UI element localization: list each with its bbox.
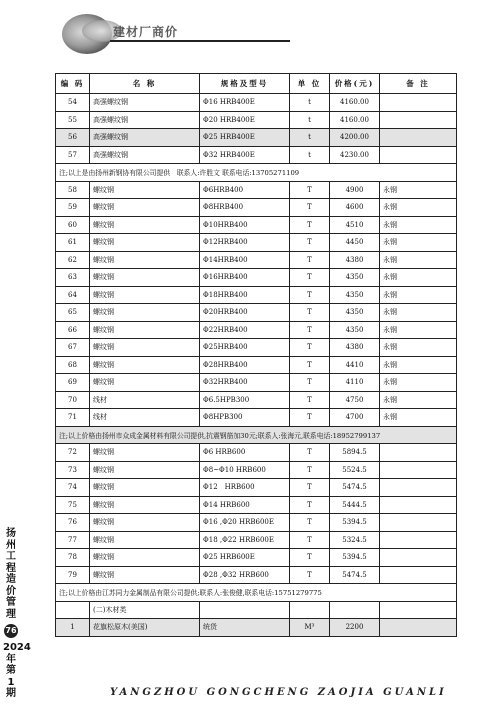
cell-spec: Φ18HRB400 [200, 286, 290, 304]
cell-remark: 永钢 [380, 339, 457, 357]
cell-name: 螺纹钢 [90, 251, 200, 269]
table-row [56, 181, 457, 199]
sidebar-issue: 2024年第1期 [3, 642, 31, 699]
cell-code: 70 [56, 391, 90, 409]
cell-name: 螺纹钢 [90, 269, 200, 287]
table-row [56, 94, 457, 112]
cell-name: 螺纹钢 [90, 216, 200, 234]
cell-remark: 永钢 [380, 216, 457, 234]
table-row [56, 129, 457, 147]
header-price: 价格(元) [330, 74, 380, 94]
cell-price: 4510 [330, 216, 380, 234]
cell-price: 5394.5 [330, 549, 380, 567]
cell-code: 71 [56, 409, 90, 427]
cell-remark [380, 566, 457, 584]
cell-price: 4110 [330, 374, 380, 392]
cell-price: 5444.5 [330, 496, 380, 514]
cell-remark: 永钢 [380, 234, 457, 252]
cell-code: 64 [56, 286, 90, 304]
table-row [56, 374, 457, 392]
cell-remark: 永钢 [380, 321, 457, 339]
cell-price: 4750 [330, 391, 380, 409]
price-table [55, 73, 457, 637]
supplier-note: 注;以上价格由江苏同力金属制品有限公司提供;联系人:张俊健,联系电话:15751279775 [56, 584, 457, 602]
cell-price: 4350 [330, 321, 380, 339]
cell-spec: Φ25HRB400 [200, 339, 290, 357]
page-number-badge: 76 [4, 624, 18, 638]
cell-name: 高强螺纹钢 [90, 94, 200, 112]
cell-unit: T [290, 181, 330, 199]
table-row [56, 514, 457, 532]
cell-name: 线材 [90, 391, 200, 409]
cell-code: 75 [56, 496, 90, 514]
cell-remark: 永钢 [380, 409, 457, 427]
cell-price: 4600 [330, 199, 380, 217]
cell-remark: 永钢 [380, 199, 457, 217]
cell-code: 62 [56, 251, 90, 269]
cell-unit: T [290, 549, 330, 567]
cell-code: 59 [56, 199, 90, 217]
cell-code: 55 [56, 111, 90, 129]
cell-code: 69 [56, 374, 90, 392]
table-row [56, 339, 457, 357]
header-code: 编 码 [56, 74, 90, 94]
cell-spec: Φ16 ,Φ20 HRB600E [200, 514, 290, 532]
cell-price: 4160.00 [330, 94, 380, 112]
cell-code: 77 [56, 531, 90, 549]
cell-remark: 永钢 [380, 374, 457, 392]
table-row [56, 216, 457, 234]
cell-code: 68 [56, 356, 90, 374]
cell-unit: T [290, 531, 330, 549]
cell-code: 72 [56, 444, 90, 462]
cell-price: 5394.5 [330, 514, 380, 532]
cell-name: 螺纹钢 [90, 181, 200, 199]
cell-unit: T [290, 251, 330, 269]
cell-spec: Φ28HRB400 [200, 356, 290, 374]
cell-spec: Φ25 HRB600E [200, 549, 290, 567]
cell-name: 螺纹钢 [90, 304, 200, 322]
table-row [56, 531, 457, 549]
cell-unit: T [290, 339, 330, 357]
cell-unit: t [290, 129, 330, 147]
cell-remark [380, 111, 457, 129]
table-row [56, 391, 457, 409]
cell-name: 螺纹钢 [90, 444, 200, 462]
table-row [56, 269, 457, 287]
cell-remark [380, 479, 457, 497]
cell-spec: Φ14 HRB600 [200, 496, 290, 514]
table-header-row [56, 74, 457, 94]
cell-remark [380, 444, 457, 462]
cell-unit: t [290, 111, 330, 129]
cell-unit: T [290, 444, 330, 462]
cell-name: 线材 [90, 409, 200, 427]
cell-name: 高强螺纹钢 [90, 111, 200, 129]
cell-code: 54 [56, 94, 90, 112]
cell-price: 4450 [330, 234, 380, 252]
footer-text: YANGZHOU GONGCHENG ZAOJIA GUANLI [110, 687, 447, 698]
table-row [56, 409, 457, 427]
cell-name: 螺纹钢 [90, 374, 200, 392]
cell-remark: 永钢 [380, 269, 457, 287]
cell-remark [380, 94, 457, 112]
cell-price: 5524.5 [330, 461, 380, 479]
cell-spec: Φ25 HRB400E [200, 129, 290, 147]
cell-code: 56 [56, 129, 90, 147]
cell-price: 4380 [330, 251, 380, 269]
cell-name: 螺纹钢 [90, 549, 200, 567]
cell-code: 63 [56, 269, 90, 287]
cell-spec: Φ28 ,Φ32 HRB600 [200, 566, 290, 584]
table-row [56, 496, 457, 514]
cell-name: 花旗松原木(美国) [90, 619, 200, 637]
cell-unit: T [290, 461, 330, 479]
cell-remark: 永钢 [380, 356, 457, 374]
cell-unit: T [290, 216, 330, 234]
cell-unit: T [290, 269, 330, 287]
cell-unit: T [290, 321, 330, 339]
cell-spec: Φ12HRB400 [200, 234, 290, 252]
sidebar-journal-name: 扬州工程造价管理 [6, 528, 16, 620]
cell-name: 螺纹钢 [90, 199, 200, 217]
cell-name: 螺纹钢 [90, 286, 200, 304]
table-row [56, 479, 457, 497]
supplier-note: 注;以上是由扬州新钢协有限公司提供 联系人:许胜文 联系电话:13705271109 [56, 164, 457, 182]
cell-spec: Φ14HRB400 [200, 251, 290, 269]
cell-remark [380, 146, 457, 164]
header-name: 名 称 [90, 74, 200, 94]
cell-spec: Φ18 ,Φ22 HRB600E [200, 531, 290, 549]
cell-spec: Φ6HRB400 [200, 181, 290, 199]
table-row [56, 304, 457, 322]
cell-price [330, 601, 380, 619]
cell-code: 76 [56, 514, 90, 532]
cell-remark [380, 531, 457, 549]
cell-spec: Φ20 HRB400E [200, 111, 290, 129]
table-row [56, 549, 457, 567]
price-table-container [55, 73, 456, 637]
cell-unit: T [290, 356, 330, 374]
cell-code: 65 [56, 304, 90, 322]
cell-spec: Φ32 HRB400E [200, 146, 290, 164]
cell-unit: T [290, 409, 330, 427]
cell-code: 78 [56, 549, 90, 567]
cell-price: 2200 [330, 619, 380, 637]
cell-name: 螺纹钢 [90, 479, 200, 497]
cell-spec: Φ20HRB400 [200, 304, 290, 322]
table-row [56, 566, 457, 584]
cell-spec: Φ10HRB400 [200, 216, 290, 234]
page-header [0, 0, 491, 62]
cell-name: 螺纹钢 [90, 496, 200, 514]
table-row [56, 286, 457, 304]
cell-price: 5474.5 [330, 566, 380, 584]
cell-price: 5894.5 [330, 444, 380, 462]
header-spec: 规格及型号 [200, 74, 290, 94]
cell-name: 螺纹钢 [90, 531, 200, 549]
cell-price: 4350 [330, 269, 380, 287]
cell-remark [380, 496, 457, 514]
cell-spec: 统货 [200, 619, 290, 637]
cell-price: 4350 [330, 286, 380, 304]
cell-spec: Φ6.5HPB300 [200, 391, 290, 409]
cell-spec [200, 601, 290, 619]
cell-name: 高强螺纹钢 [90, 146, 200, 164]
header-unit: 单 位 [290, 74, 330, 94]
cell-unit: T [290, 496, 330, 514]
cell-unit: T [290, 286, 330, 304]
cell-code: 73 [56, 461, 90, 479]
cell-unit: T [290, 234, 330, 252]
header-remark: 备 注 [380, 74, 457, 94]
cell-name: 螺纹钢 [90, 461, 200, 479]
cell-remark [380, 461, 457, 479]
table-row [56, 356, 457, 374]
table-row [56, 251, 457, 269]
cell-spec: Φ8HRB400 [200, 199, 290, 217]
cell-remark: 永钢 [380, 286, 457, 304]
header-rule [110, 40, 290, 42]
cell-code: 58 [56, 181, 90, 199]
cell-unit: T [290, 374, 330, 392]
cell-spec: Φ6 HRB600 [200, 444, 290, 462]
cell-price: 4900 [330, 181, 380, 199]
cell-code: 61 [56, 234, 90, 252]
cell-remark [380, 514, 457, 532]
cell-price: 4230.00 [330, 146, 380, 164]
cell-spec: Φ22HRB400 [200, 321, 290, 339]
cell-unit: t [290, 146, 330, 164]
cell-unit: t [290, 94, 330, 112]
cell-code: 67 [56, 339, 90, 357]
cell-unit: T [290, 304, 330, 322]
cell-name: 螺纹钢 [90, 514, 200, 532]
supplier-note-row [56, 584, 457, 602]
sidebar-label [3, 528, 31, 700]
cell-spec: Φ16 HRB400E [200, 94, 290, 112]
cell-price: 4350 [330, 304, 380, 322]
cell-spec: Φ12 HRB600 [200, 479, 290, 497]
table-row [56, 461, 457, 479]
table-row [56, 444, 457, 462]
cell-unit: M³ [290, 619, 330, 637]
cell-code: 79 [56, 566, 90, 584]
table-row [56, 234, 457, 252]
cell-unit [290, 601, 330, 619]
cell-remark [380, 549, 457, 567]
cell-remark [380, 601, 457, 619]
cell-remark: 永钢 [380, 391, 457, 409]
section-title: 建材厂商价 [113, 25, 179, 39]
cell-unit: T [290, 479, 330, 497]
cell-unit: T [290, 514, 330, 532]
supplier-note: 注;以上价格由扬州市众成金属材料有限公司提供,抗震钢筋加30元;联系人:张海元,联系电话:18952799137 [56, 426, 457, 444]
cell-code: 66 [56, 321, 90, 339]
cell-name: 螺纹钢 [90, 356, 200, 374]
cell-remark: 永钢 [380, 181, 457, 199]
cell-spec: Φ8~Φ10 HRB600 [200, 461, 290, 479]
cell-price: 5474.5 [330, 479, 380, 497]
supplier-note-row [56, 164, 457, 182]
cell-code: 74 [56, 479, 90, 497]
table-row [56, 619, 457, 637]
cell-unit: T [290, 391, 330, 409]
cell-name: (二)木材类 [90, 601, 200, 619]
cell-price: 4200.00 [330, 129, 380, 147]
cell-unit: T [290, 199, 330, 217]
table-row [56, 111, 457, 129]
section-row [56, 601, 457, 619]
cell-code: 57 [56, 146, 90, 164]
cell-price: 4160.00 [330, 111, 380, 129]
cell-unit: T [290, 566, 330, 584]
cell-code: 60 [56, 216, 90, 234]
cell-price: 4700 [330, 409, 380, 427]
supplier-note-row [56, 426, 457, 444]
table-row [56, 146, 457, 164]
table-row [56, 321, 457, 339]
cell-code: 1 [56, 619, 90, 637]
cell-name: 螺纹钢 [90, 321, 200, 339]
cell-code [56, 601, 90, 619]
cell-price: 5324.5 [330, 531, 380, 549]
cell-price: 4410 [330, 356, 380, 374]
cell-remark: 永钢 [380, 251, 457, 269]
cell-remark [380, 619, 457, 637]
cell-remark: 永钢 [380, 304, 457, 322]
cell-price: 4380 [330, 339, 380, 357]
cell-name: 螺纹钢 [90, 566, 200, 584]
cell-spec: Φ16HRB400 [200, 269, 290, 287]
cell-spec: Φ8HPB300 [200, 409, 290, 427]
cell-spec: Φ32HRB400 [200, 374, 290, 392]
cell-name: 螺纹钢 [90, 339, 200, 357]
cell-name: 螺纹钢 [90, 234, 200, 252]
table-row [56, 199, 457, 217]
cell-remark [380, 129, 457, 147]
cell-name: 高强螺纹钢 [90, 129, 200, 147]
